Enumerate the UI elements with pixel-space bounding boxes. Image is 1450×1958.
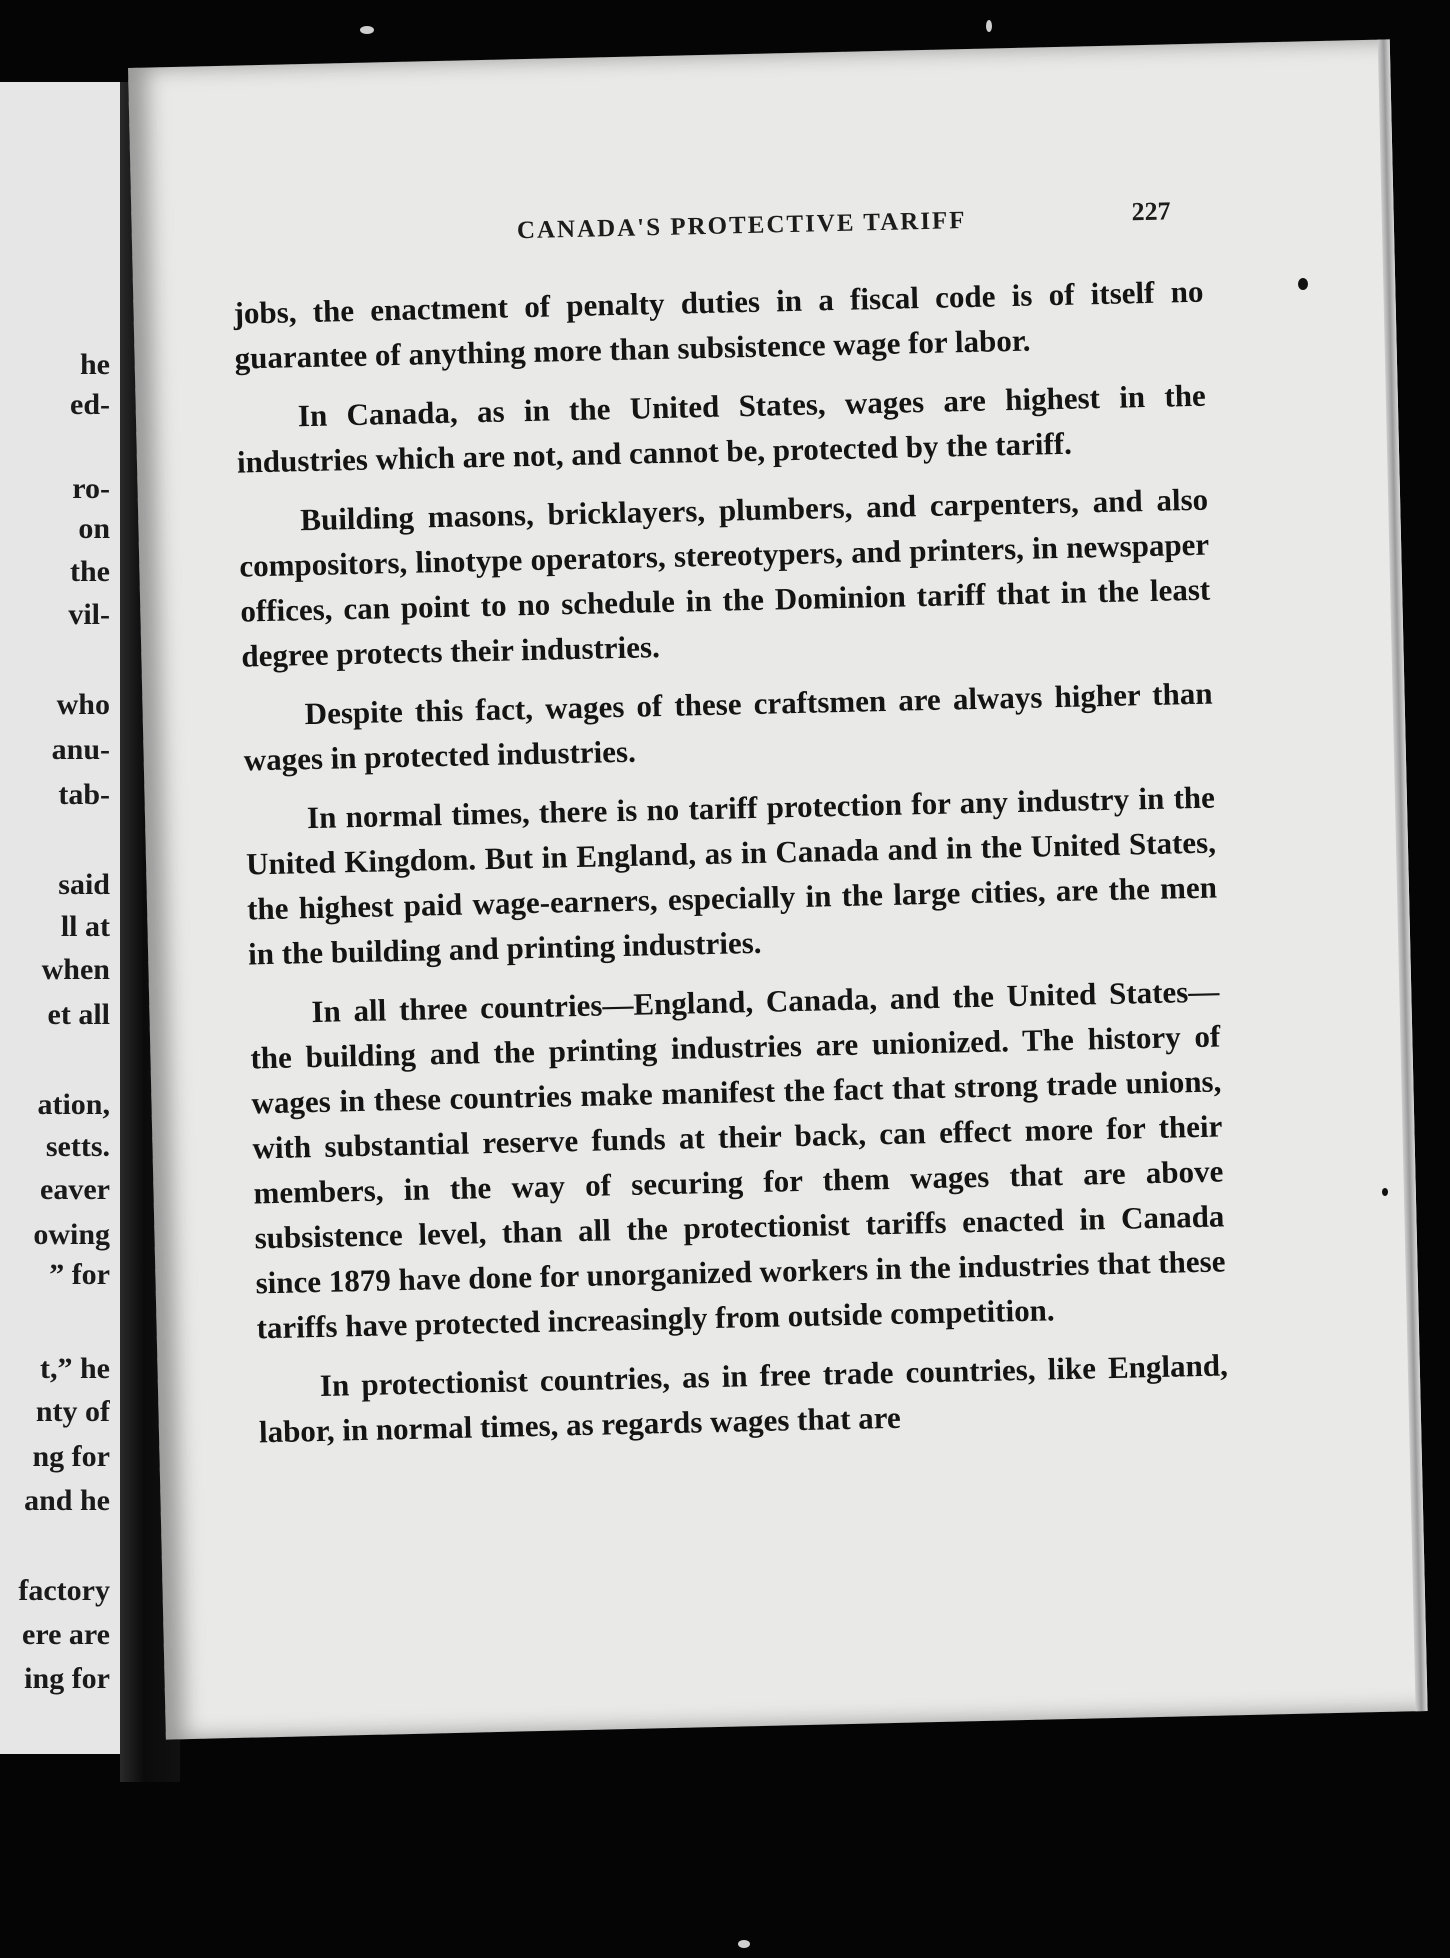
left-page-line: nty of [35, 1395, 110, 1428]
paragraph-6: In all three countries—England, Canada, and the United States—the building and the printing industries are unionized. The history of wages in these countries make manifest the fact that strong trade unions, with substantial reserve funds at their back, can effect more for their members, in the way of securing for them wages that are above subsistence level, than all the protectionist tariffs enacted in Canada since 1879 have done for unorganized workers in the industries that these tariffs have protected increasingly from outside competition. [250, 973, 1226, 1346]
left-page-line: ation, [37, 1088, 110, 1121]
left-page-line: ll at [60, 910, 110, 943]
book-page [128, 39, 1428, 1739]
left-page-line: said [58, 868, 110, 901]
left-page-line: tab- [58, 778, 110, 811]
left-page-line: when [41, 953, 110, 986]
scan-speck [986, 20, 992, 32]
page-number: 227 [1131, 196, 1171, 227]
left-page-line: who [56, 688, 110, 721]
left-page-line: anu- [51, 733, 110, 766]
left-page-line: ere are [22, 1618, 110, 1651]
left-page-line: ed- [70, 388, 110, 421]
paragraph-7: In protectionist countries, as in free trade countries, like England, labor, in normal times, as regards wages that are [258, 1347, 1229, 1450]
left-page-line: and he [24, 1484, 110, 1517]
paragraph-1: jobs, the enactment of penalty duties in a fiscal code is of itself no guarantee of anything more than subsistence wage for labor. [233, 273, 1204, 376]
body-text [233, 269, 1229, 1469]
page-edge [1378, 39, 1428, 1711]
left-page-line: ing for [24, 1662, 110, 1695]
left-page-line: et all [47, 998, 110, 1031]
left-page-line: setts. [45, 1130, 110, 1163]
left-page-line: on [78, 512, 110, 545]
paragraph-2: In Canada, as in the United States, wages are highest in the industries which are not, and cannot be, protected by the tariff. [236, 377, 1207, 480]
left-page-line: t,” he [40, 1352, 110, 1385]
left-page-line: vil- [68, 598, 110, 631]
left-page-line: factory [18, 1574, 110, 1607]
paragraph-4: Despite this fact, wages of these craftsmen are always higher than wages in protected industries. [243, 675, 1213, 778]
left-page-line: he [80, 348, 110, 381]
scan-speck [360, 26, 374, 34]
left-page-line: ro- [72, 472, 110, 505]
paragraph-5: In normal times, there is no tariff protection for any industry in the United Kingdom. But in England, as in Canada and in the United States, the highest paid wage-earners, especially in the large cities, are the men in the building and printing industries. [245, 779, 1218, 972]
left-page-line: ng for [32, 1440, 110, 1473]
paragraph-3: Building masons, bricklayers, plumbers, and carpenters, and also compositors, linotype operators, stereotypers, and printers, in newspaper offices, can point to no schedule in the Dominion tariff that in the least degree protects their industries. [238, 481, 1211, 674]
left-page-line: the [70, 555, 110, 588]
scan-speck [1382, 1188, 1388, 1196]
running-title: CANADA'S PROTECTIVE TARIFF [516, 207, 967, 245]
left-page-line: owing [33, 1218, 110, 1251]
left-page-line: eaver [40, 1173, 110, 1206]
scan-speck [1298, 278, 1308, 290]
left-page-line: ” for [49, 1258, 110, 1291]
scan-speck [738, 1940, 750, 1948]
